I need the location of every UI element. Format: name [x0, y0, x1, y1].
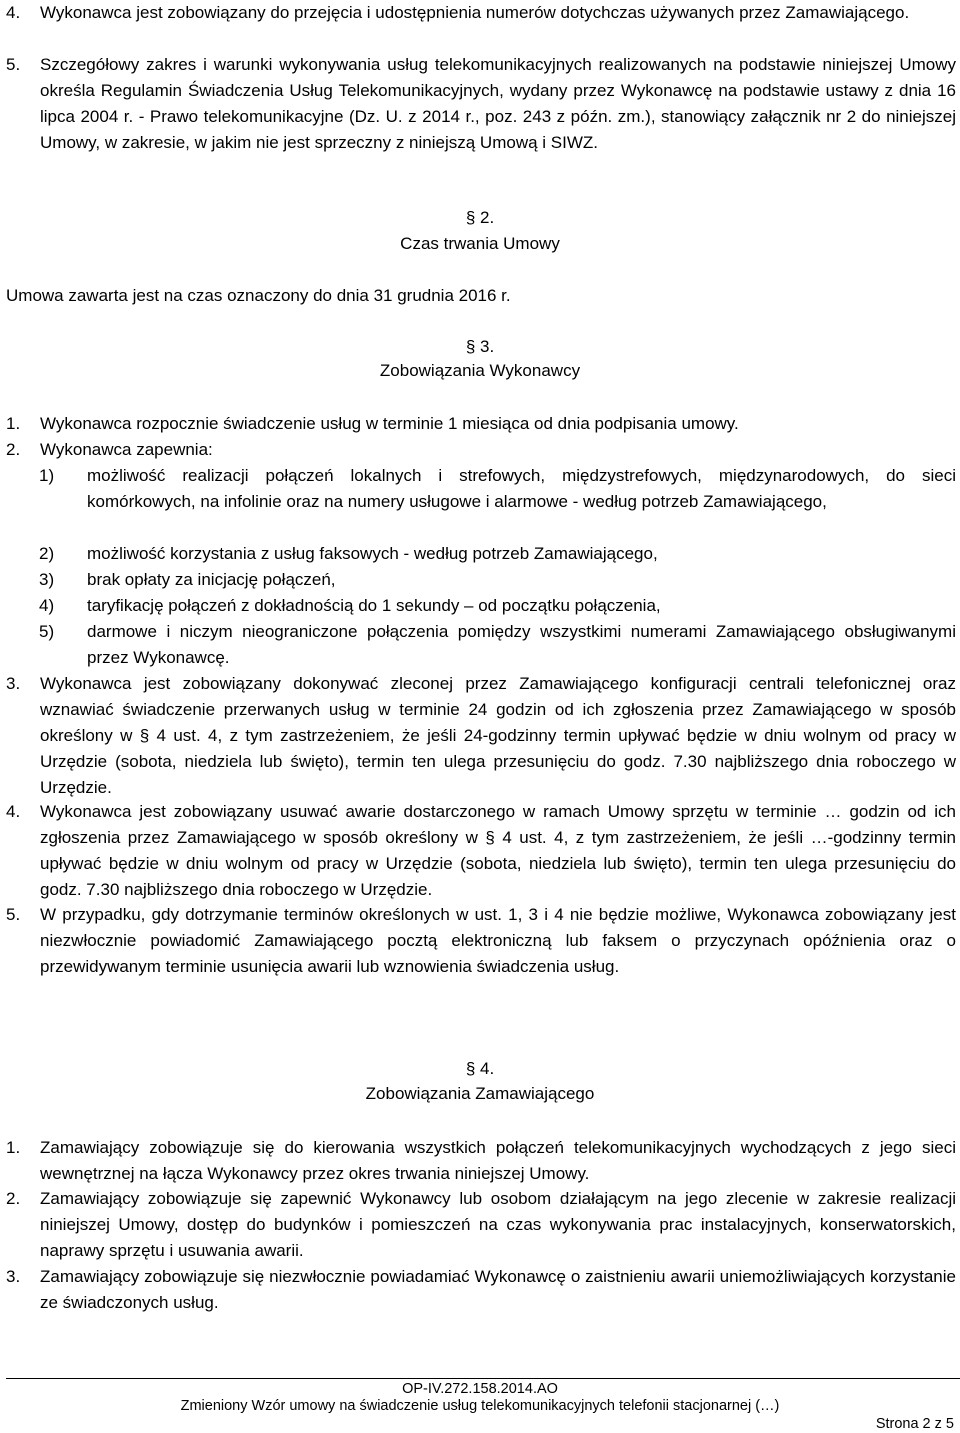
- section-3-item-2: [6, 437, 956, 463]
- item-text: W przypadku, gdy dotrzymanie terminów określonych w ust. 1, 3 i 4 nie będzie możliwe, Wykonawca zobowiązany jest niezwłocznie powiadomić Zamawiającego pocztą elektroniczną lub faksem o przyczynach opóźnienia oraz o przewidywanym terminie usunięcia awarii lub wznowienia świadczenia usług.: [40, 905, 956, 976]
- item-text: Zamawiający zobowiązuje się zapewnić Wykonawcy lub osobom działającym na jego zlecenie w zakresie realizacji niniejszej Umowy, dostęp do budynków i pomieszczeń na czas wykonywania prac instalacyjnych, konserwatorskich, naprawy sprzętu i usuwania awarii.: [40, 1189, 956, 1260]
- item-number: 5.: [6, 905, 21, 924]
- item-text: Wykonawca jest zobowiązany usuwać awarie dostarczonego w ramach Umowy sprzętu w terminie … godzin od ich zgłoszenia przez Zamawiającego w sposób określony w § 4 ust. 4, z tym zastrzeżeniem, że jeśli …-godzinny termin upływać będzie w dniu wolnym od pracy w Urzędzie (sobota, niedziela lub święto), termin ten ulega przesunięciu do godz. 7.30 najbliższego dnia roboczego w Urzędzie.: [40, 802, 956, 899]
- item-text: Wykonawca jest zobowiązany do przejęcia i udostępnienia numerów dotychczas używanych przez Zamawiającego.: [40, 3, 910, 22]
- footer-divider: [6, 1378, 960, 1379]
- section-2-number: § 2.: [465, 208, 495, 227]
- section-3-title: Zobowiązania Wykonawcy: [379, 361, 581, 380]
- item-number: 5.: [6, 55, 21, 74]
- item-number: 1.: [6, 414, 21, 433]
- subitem-number: 2): [39, 544, 55, 563]
- subitem-number: 4): [39, 596, 55, 615]
- section-4-number: § 4.: [465, 1059, 495, 1078]
- subitem-text: możliwość realizacji połączeń lokalnych i strefowych, międzystrefowych, międzynarodowych, do sieci komórkowych, na infolinie oraz na numery usługowe i alarmowe - według potrzeb Zamawiającego,: [87, 466, 956, 511]
- item-text: Szczegółowy zakres i warunki wykonywania usług telekomunikacyjnych realizowanych na podstawie niniejszej Umowy określa Regulamin Świadczenia Usług Telekomunikacyjnych, wydany przez Wykonawcę na podstawie ustawy z dnia 16 lipca 2004 r. - Prawo telekomunikacyjne (Dz. U. z 2014 r., poz. 243 z późn. zm.), stanowiący załącznik nr 2 do niniejszej Umowy, w zakresie, w jakim nie jest sprzeczny z niniejszą Umową i SIWZ.: [40, 55, 956, 152]
- section-4-item-2: [6, 1186, 956, 1264]
- section-4-item-1: [6, 1135, 956, 1187]
- section-2-title: Czas trwania Umowy: [400, 234, 560, 253]
- item-number: 3.: [6, 674, 21, 693]
- section-4-title: Zobowiązania Zamawiającego: [365, 1084, 595, 1103]
- section-3-item-5: [6, 902, 956, 980]
- item-number: 4.: [6, 3, 21, 22]
- subitem-3: [39, 567, 956, 593]
- item-number: 3.: [6, 1267, 21, 1286]
- footer-document-code: OP-IV.272.158.2014.AO: [402, 1381, 558, 1397]
- subitem-text: taryfikację połączeń z dokładnością do 1 sekundy – od początku połączenia,: [87, 596, 661, 615]
- footer-page-number: Strona 2 z 5: [875, 1416, 954, 1432]
- subitem-number: 3): [39, 570, 55, 589]
- section-3-item-1: [6, 411, 956, 437]
- paragraph-item-4: [6, 0, 956, 26]
- item-text: Wykonawca rozpocznie świadczenie usług w terminie 1 miesiąca od dnia podpisania umowy.: [40, 414, 739, 433]
- subitem-text: brak opłaty za inicjację połączeń,: [87, 570, 336, 589]
- section-3-item-3: [6, 671, 956, 801]
- item-text: Wykonawca jest zobowiązany dokonywać zleconej przez Zamawiającego konfiguracji centrali telefonicznej oraz wznawiać świadczenie przerwanych usług w terminie 24 godzin od ich zgłoszenia przez Zamawiającego w sposób określony w § 4 ust. 4, z tym zastrzeżeniem, że jeśli 24-godzinny termin upływać będzie w dniu wolnym od pracy w Urzędzie (sobota, niedziela lub święto), termin ten ulega przesunięciu do godz. 7.30 najbliższego dnia roboczego w Urzędzie.: [40, 674, 956, 797]
- footer-document-title: Zmieniony Wzór umowy na świadczenie usług telekomunikacyjnych telefonii stacjonarnej (…): [180, 1398, 780, 1414]
- subitem-1: [39, 463, 956, 515]
- item-text: Zamawiający zobowiązuje się niezwłocznie powiadamiać Wykonawcę o zaistnieniu awarii uniemożliwiających korzystanie ze świadczonych usług.: [40, 1267, 956, 1312]
- item-number: 2.: [6, 1189, 21, 1208]
- subitem-number: 5): [39, 622, 55, 641]
- item-number: 1.: [6, 1138, 21, 1157]
- paragraph-item-5: [6, 52, 956, 156]
- subitem-text: możliwość korzystania z usług faksowych - według potrzeb Zamawiającego,: [87, 544, 658, 563]
- subitem-4: [39, 593, 956, 619]
- section-3-item-4: [6, 799, 956, 903]
- item-text: Zamawiający zobowiązuje się do kierowania wszystkich połączeń telekomunikacyjnych wychodzących z jego sieci wewnętrznej na łącza Wykonawcy przez okres trwania niniejszej Umowy.: [40, 1138, 956, 1183]
- subitem-5: [39, 619, 956, 671]
- item-number: 2.: [6, 440, 21, 459]
- section-3-number: § 3.: [465, 337, 495, 356]
- section-2-text: Umowa zawarta jest na czas oznaczony do dnia 31 grudnia 2016 r.: [6, 286, 511, 305]
- subitem-number: 1): [39, 466, 55, 485]
- section-4-item-3: [6, 1264, 956, 1316]
- subitem-text: darmowe i niczym nieograniczone połączenia pomiędzy wszystkimi numerami Zamawiającego obsługiwanymi przez Wykonawcę.: [87, 622, 956, 667]
- subitem-2: [39, 541, 956, 567]
- item-text: Wykonawca zapewnia:: [40, 440, 213, 459]
- item-number: 4.: [6, 802, 21, 821]
